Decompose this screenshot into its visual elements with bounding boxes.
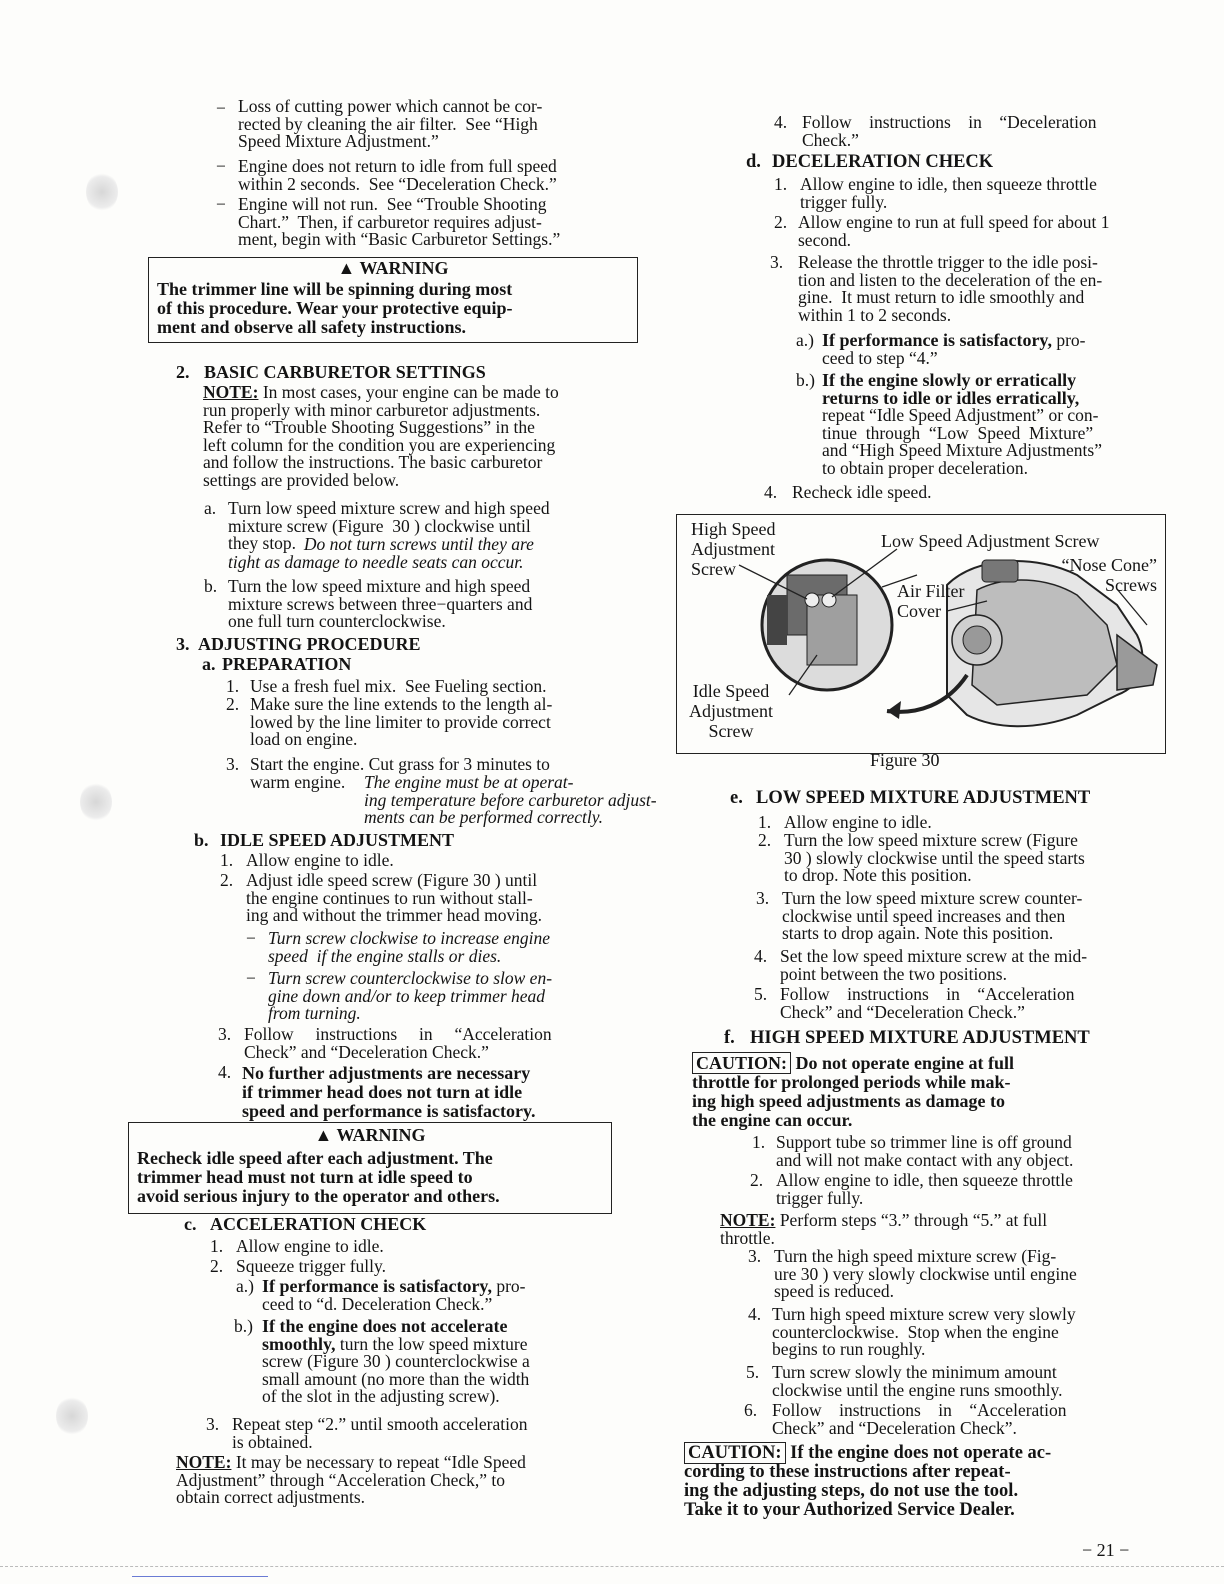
subsection-heading: HIGH SPEED MIXTURE ADJUSTMENT (750, 1028, 1090, 1048)
intro-item: Engine will not run. See “Trouble Shooting Chart.” Then, if carburetor requires adjust- ment, begin with “Basic Carburetor Settings.” (238, 194, 561, 249)
caution-paragraph: CAUTION: If the engine does not operate ac- cording to these instructions after repeat- ing the adjusting steps, do not use the tool. Take it to your Authorized Service Dealer. (684, 1443, 1052, 1520)
italic-note: The engine must be at operat- ing temperature before carburetor adjust- ments can be performed correctly. (364, 772, 657, 827)
list-item: Turn the high speed mixture screw (Fig- ure 30 ) very slowly clockwise until engine speed is reduced. (774, 1246, 1077, 1301)
binder-hole (80, 782, 112, 822)
warning-text: Recheck idle speed after each adjustment. The trimmer head must not turn at idle speed to avoid serious injury to the operator and others. (137, 1148, 500, 1206)
subsection-heading: ACCELERATION CHECK (210, 1214, 427, 1234)
note-paragraph: NOTE: In most cases, your engine can be made to run properly with minor carburetor adjustments. Refer to “Trouble Shooting Suggestions” in the left column for the condition you are experiencing and follow the instructions. The basic carburetor settings are provided below. (203, 382, 559, 490)
list-item-bold: No further adjustments are necessary if trimmer head does not turn at idle speed and performance is satisfactory. (242, 1063, 536, 1121)
sub-item: If the engine does not accelerate smoothly, turn the low speed mixture screw (Figure 30 ) counterclockwise a small amount (no more than the width of the slot in the adjusting screw). (262, 1316, 530, 1406)
list-item: Start the engine. Cut grass for 3 minutes to warm engine. (250, 754, 550, 792)
section-heading: ADJUSTING PROCEDURE (198, 634, 421, 654)
warning-triangle-icon: ▲ (314, 1125, 333, 1145)
list-item: Follow instructions in “Acceleration Check” and “Deceleration Check.” (244, 1024, 552, 1062)
list-item: Allow engine to idle, then squeeze throttle trigger fully. (800, 174, 1097, 212)
intro-item: Engine does not return to idle from full speed within 2 seconds. See “Deceleration Check.” (238, 156, 557, 194)
binder-hole (86, 172, 118, 212)
list-item: Turn the low speed mixture screw (Figure 30 ) slowly clockwise until the speed starts to drop. Note this position. (784, 830, 1085, 885)
figure-label-idle-screw: Idle Speed Adjustment Screw (689, 681, 773, 741)
figure-30 (676, 514, 1166, 754)
note-paragraph: NOTE: It may be necessary to repeat “Idle Speed Adjustment” through “Acceleration Check,” to obtain correct adjustments. (176, 1452, 526, 1507)
subsection-heading: LOW SPEED MIXTURE ADJUSTMENT (756, 788, 1091, 808)
list-item: Allow engine to idle. (246, 850, 394, 870)
warning-title: WARNING (336, 1125, 426, 1145)
subsection-heading: DECELERATION CHECK (772, 152, 994, 172)
list-item: Turn screw slowly the minimum amount clockwise until the engine runs smoothly. (772, 1362, 1063, 1400)
figure-label-air-filter: Air Filter Cover (897, 581, 965, 621)
scan-edge-line (0, 1566, 1224, 1567)
sub-item: If performance is satisfactory, pro- ceed to “d. Deceleration Check.” (262, 1276, 526, 1314)
section-heading: BASIC CARBURETOR SETTINGS (204, 362, 486, 382)
dash-item: Turn screw clockwise to increase engine speed if the engine stalls or dies. (268, 928, 551, 966)
figure-label-low-speed-screw: Low Speed Adjustment Screw (881, 531, 1100, 551)
binder-hole (56, 1396, 88, 1436)
note-paragraph: NOTE: Perform steps “3.” through “5.” at full throttle. (720, 1210, 1048, 1248)
list-item: Follow instructions in “Acceleration Check” and “Deceleration Check”. (772, 1400, 1067, 1438)
list-item: Turn the low speed mixture screw counter- clockwise until speed increases and then starts to drop again. Note this position. (782, 888, 1083, 943)
warning-box (128, 1122, 612, 1214)
list-item: Release the throttle trigger to the idle posi- tion and listen to the deceleration of the en- gine. It must return to idle smoothly and within 1 to 2 seconds. (798, 252, 1103, 325)
list-item: Support tube so trimmer line is off ground and will not make contact with any object. (776, 1132, 1074, 1170)
list-item: Use a fresh fuel mix. See Fueling section. (250, 676, 547, 696)
list-item: Allow engine to idle, then squeeze throttle trigger fully. (776, 1170, 1073, 1208)
caution-tag: CAUTION: (684, 1442, 786, 1464)
list-item: Make sure the line extends to the length al- lowed by the line limiter to provide correct load on engine. (250, 694, 553, 749)
list-item: Adjust idle speed screw (Figure 30 ) until the engine continues to run without stall- ing and without the trimmer head moving. (246, 870, 542, 925)
list-item: Allow engine to idle. (236, 1236, 384, 1256)
warning-box (148, 257, 638, 343)
sub-item: If performance is satisfactory, pro- ceed to step “4.” (822, 330, 1086, 368)
sub-item: If the engine slowly or erratically returns to idle or idles erratically, repeat “Idle Speed Adjustment” or con- tinue through “Low Speed Mixture” and “High Speed Mixture Adjustments” to obtain proper deceleration. (822, 370, 1102, 478)
list-item: Follow instructions in “Acceleration Check” and “Deceleration Check.” (780, 984, 1075, 1022)
list-item: Allow engine to idle. (784, 812, 932, 832)
list-item: Repeat step “2.” until smooth acceleration is obtained. (232, 1414, 528, 1452)
list-item: Set the low speed mixture screw at the mid- point between the two positions. (780, 946, 1088, 984)
dash-item: Turn screw counterclockwise to slow en- gine down and/or to keep trimmer head from turning. (268, 968, 553, 1023)
scan-blue-mark (132, 1576, 268, 1577)
subsection-heading: IDLE SPEED ADJUSTMENT (220, 830, 455, 850)
list-item: Turn low speed mixture screw and high speed mixture screw (Figure 30 ) clockwise until they stop. (228, 498, 550, 553)
warning-triangle-icon: ▲ (337, 258, 356, 278)
list-item: Turn high speed mixture screw very slowly counterclockwise. Stop when the engine begins to run roughly. (772, 1304, 1076, 1359)
list-item: Allow engine to run at full speed for about 1 second. (798, 212, 1110, 250)
figure-label-nose-cone: “Nose Cone” Screws (1061, 555, 1157, 595)
caution-tag: CAUTION: (692, 1052, 791, 1074)
list-item: Recheck idle speed. (792, 482, 932, 502)
list-item: Follow instructions in “Deceleration Check.” (802, 112, 1097, 150)
italic-caution: Do not turn screws until they are tight as damage to needle seats can occur. (228, 534, 534, 572)
figure-label-high-speed-screw: High Speed Adjustment Screw (691, 519, 776, 579)
subsection-heading: PREPARATION (222, 654, 352, 674)
caution-paragraph: CAUTION: Do not operate engine at full throttle for prolonged periods while mak- ing high speed adjustments as damage to the engine can occur. (692, 1053, 1014, 1130)
intro-item: Loss of cutting power which cannot be cor- rected by cleaning the air filter. See “High Speed Mixture Adjustment.” (238, 96, 543, 151)
warning-title: WARNING (359, 258, 449, 278)
warning-text: The trimmer line will be spinning during most of this procedure. Wear your protective equip- ment and observe all safety instructions. (157, 279, 513, 337)
list-item: Squeeze trigger fully. (236, 1256, 386, 1276)
list-item: Turn the low speed mixture and high speed mixture screws between three−quarters and one full turn counterclockwise. (228, 576, 533, 631)
figure-caption: Figure 30 (870, 750, 940, 770)
page-number: − 21 − (1082, 1540, 1130, 1560)
